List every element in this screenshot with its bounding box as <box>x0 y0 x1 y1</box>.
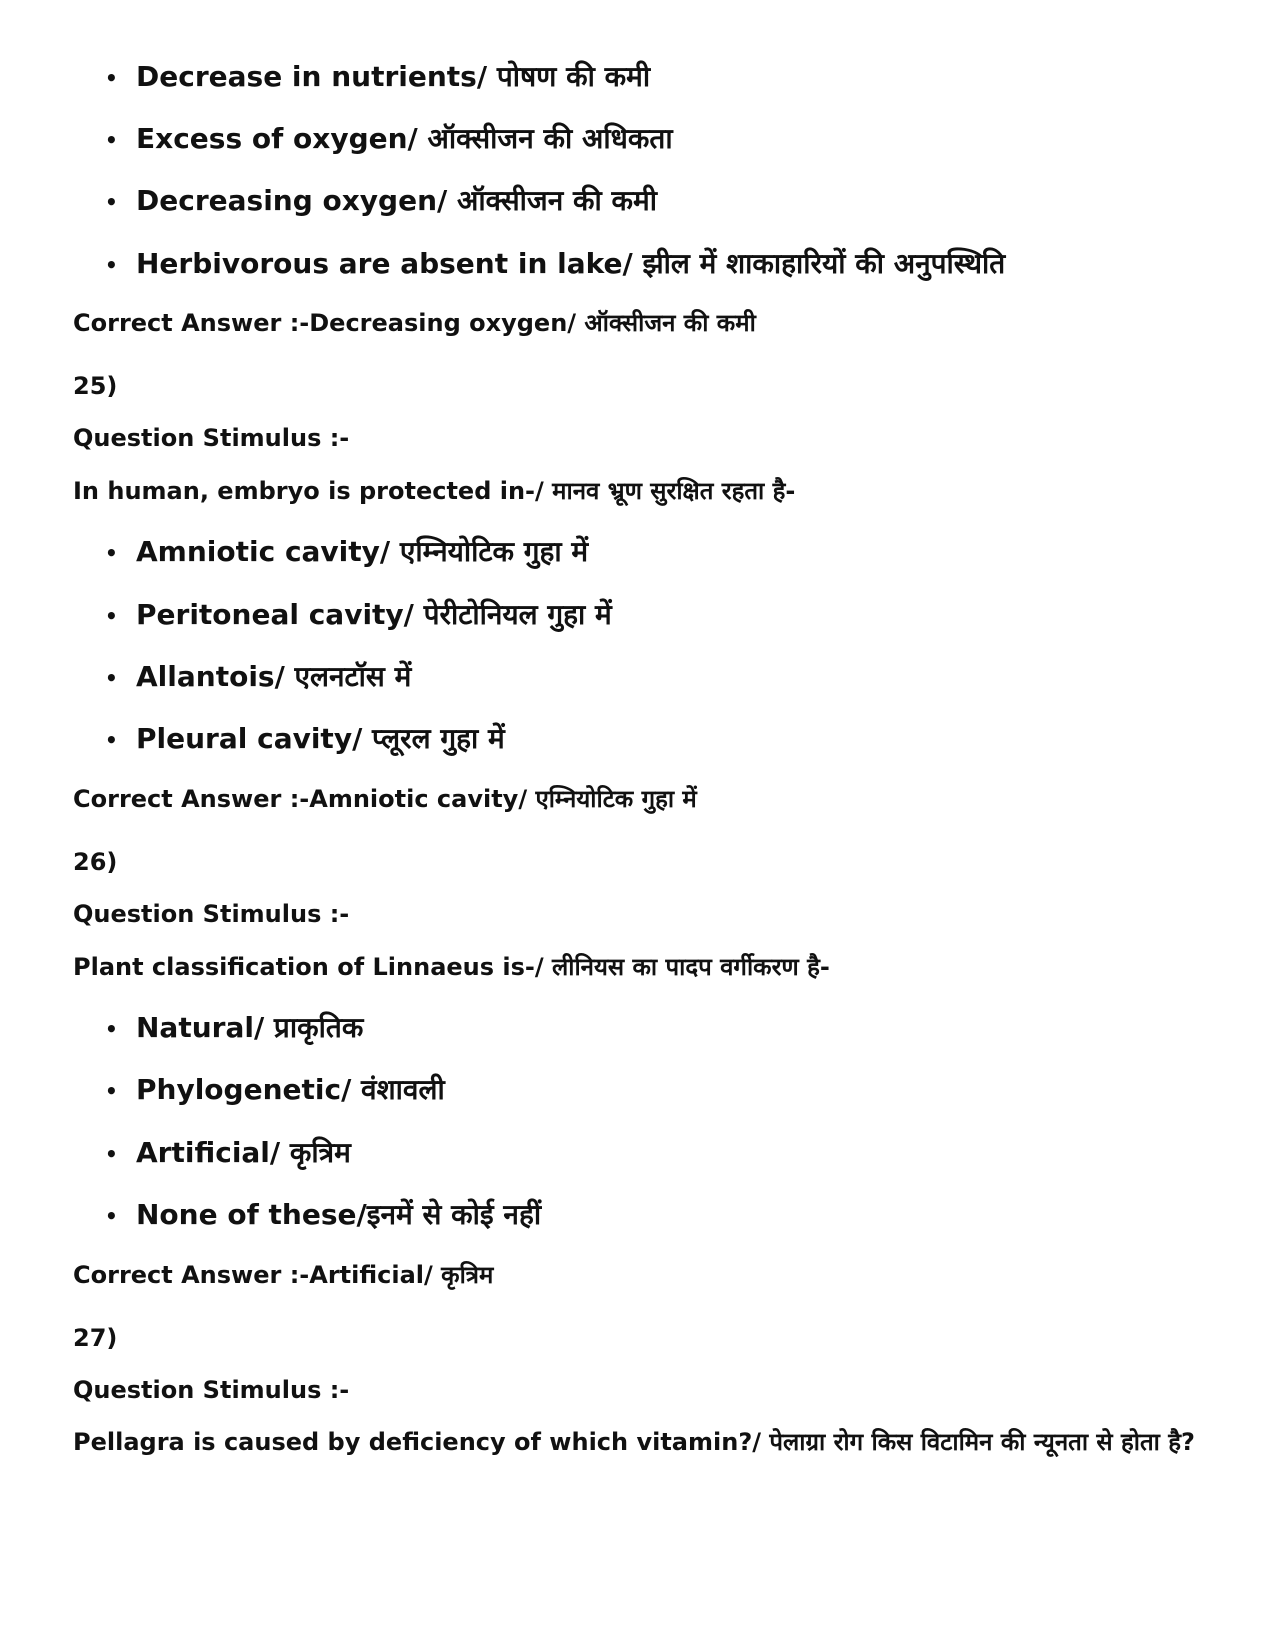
option-text: Amniotic cavity/ एम्नियोटिक गुहा में <box>136 535 589 568</box>
bullet-icon: • <box>105 253 118 277</box>
option-text: Pleural cavity/ प्लूरल गुहा में <box>136 722 505 755</box>
question-number: 26) <box>73 848 118 876</box>
option-item <box>105 184 657 219</box>
question-number: 25) <box>73 372 118 400</box>
option-text: Artificial/ कृत्रिम <box>136 1136 351 1169</box>
bullet-icon: • <box>105 728 118 752</box>
option-item <box>105 598 612 633</box>
bullet-icon: • <box>105 66 118 90</box>
option-text: Natural/ प्राकृतिक <box>136 1011 364 1044</box>
bullet-icon: • <box>105 1079 118 1103</box>
bullet-icon: • <box>105 541 118 565</box>
bullet-icon: • <box>105 1017 118 1041</box>
question-text: Plant classification of Linnaeus is-/ लीनियस का पादप वर्गीकरण है- <box>73 953 830 981</box>
bullet-icon: • <box>105 190 118 214</box>
stimulus-label: Question Stimulus :- <box>73 1376 350 1404</box>
option-text: Decreasing oxygen/ ऑक्सीजन की कमी <box>136 184 657 217</box>
bullet-icon: • <box>105 128 118 152</box>
stimulus-label: Question Stimulus :- <box>73 424 350 452</box>
option-text: None of these/इनमें से कोई नहीं <box>136 1198 542 1231</box>
option-text: Phylogenetic/ वंशावली <box>136 1073 445 1106</box>
bullet-icon: • <box>105 1142 118 1166</box>
bullet-icon: • <box>105 666 118 690</box>
option-item <box>105 660 411 695</box>
option-item <box>105 1198 541 1233</box>
option-item <box>105 60 650 95</box>
option-item <box>105 1011 363 1046</box>
option-text: Allantois/ एलनटॉस में <box>136 660 412 693</box>
question-text: In human, embryo is protected in-/ मानव भ्रूण सुरक्षित रहता है- <box>73 477 796 505</box>
option-item <box>105 122 673 157</box>
option-item <box>105 1073 445 1108</box>
correct-answer: Correct Answer :-Artificial/ कृत्रिम <box>73 1261 494 1289</box>
question-number: 27) <box>73 1324 118 1352</box>
option-text: Herbivorous are absent in lake/ झील में शाकाहारियों की अनुपस्थिति <box>136 247 1006 280</box>
option-text: Excess of oxygen/ ऑक्सीजन की अधिकता <box>136 122 673 155</box>
option-item <box>105 247 1005 282</box>
stimulus-label: Question Stimulus :- <box>73 900 350 928</box>
option-item <box>105 722 505 757</box>
option-item <box>105 535 588 570</box>
bullet-icon: • <box>105 604 118 628</box>
correct-answer: Correct Answer :-Decreasing oxygen/ ऑक्सीजन की कमी <box>73 309 756 337</box>
question-text: Pellagra is caused by deficiency of which vitamin?/ पेलाग्रा रोग किस विटामिन की न्यूनता से होता है? <box>73 1428 1195 1456</box>
option-text: Peritoneal cavity/ पेरीटोनियल गुहा में <box>136 598 612 631</box>
option-item <box>105 1136 351 1171</box>
option-text: Decrease in nutrients/ पोषण की कमी <box>136 60 651 93</box>
correct-answer: Correct Answer :-Amniotic cavity/ एम्नियोटिक गुहा में <box>73 785 697 813</box>
bullet-icon: • <box>105 1204 118 1228</box>
